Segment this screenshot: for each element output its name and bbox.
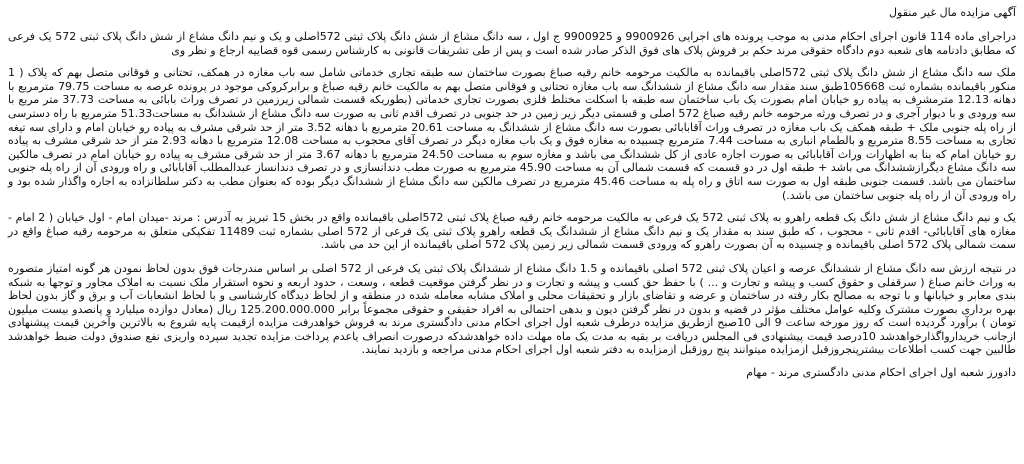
- notice-paragraph-property-2: یک و نیم دانگ مشاع از شش دانگ یک قطعه راهرو به پلاک ثبتی 572 یک فرعی به مالکیت مرحومه خانم رقیه صباغ پلاک ثبتی 572اصلی باقیمانده واقع در بخش 15 تبریز به آدرس : مرند -میدان امام - اول خیابان ( 2 امام - مغازه های آقابابائی- اقدم ثانی - محجوب ، که طبق سند به مقدار یک و نیم دانگ مشاع از ششدانگ یک قطعه راهرو پلاک ثبتی یک فرعی از 572 اصلی بشماره ثبت 11489 تفکیکی متعلق به مرحومه رقیه صباغ واقع در سمت شمالی پلاک 572 اصلی باقیمانده و چسبیده به آن بصورت راهرو که ورودی قسمت شمالی زیر زمین پلاک 572 اصلی باقیمانده از این حد می باشد.: [8, 211, 1016, 252]
- notice-paragraph-intro: دراجرای ماده 114 قانون اجرای احکام مدنی به موجب پرونده های اجرایی 9900926 و 9900925 ج اول ، سه دانگ مشاع از شش دانگ پلاک ثبتی 572اصلی و یک و نیم دانگ مشاع از شش دانگ پلاک ثبتی 572 یک فرعی که مطابق دادنامه های شعبه دوم دادگاه حقوقی مرند حکم بر فروش پلاک های فوق الذکر صادر شده است و پس از طی تشریفات قانونی به کارشناس رسمی قوه قضاییه ارجاع و نظر وی: [8, 30, 1016, 57]
- notice-signature: دادورز شعبه اول اجرای احکام مدنی دادگستری مرند - مهام: [746, 366, 1016, 380]
- notice-paragraph-valuation: در نتیجه ارزش سه دانگ مشاع از ششدانگ عرصه و اعیان پلاک ثبتی 572 اصلی باقیمانده و 1.5 دانگ مشاع از ششدانگ پلاک ثبتی یک فرعی از 572 اصلی بر اساس مندرجات فوق بدون لحاظ نمودن هر گونه امتیاز متصوره به وراث خانم صباغ ( سرقفلی و حقوق کسب و پیشه و تجارت و ... ) با حفظ حق کسب و پیشه و تجارت و در نظر گرفتن موقعیت قطعه ، وسعت ، حدود اربعه و نحوه استقرار ملک نسبت به املاک مجاور و توجها به شبکه بندی معابر و خیابانها و با توجه به مصالح بکار رفته در ساختمان و عرضه و تقاضای بازار و تحقیقات محلی و املاک مشابه معامله شده در منطقه و از لحاظ دیدگاه کارشناسی و با لحاظ انشعابات آب و برق و گاز بدون لحاظ بهره برداری بصورت مشترک وکلیه عوامل مختلف مؤثر در قضیه و بدون در نظر گرفتن دیون و بدهی احتمالی به افراد حقیقی و حقوقی مجموعاً برابر 125.200.000.000 ریال (معادل دوازده میلیارد و پانصدو بیست میلیون تومان ) برآورد گردیده است که روز مورخه ساعت 9 الی 10صبح ازطریق مزایده درطرف شعبه اول اجرای احکام مدنی دادگستری مرند به فروش خواهدرفت مزایده ازقیمت پایه شروع به بالاترین وآخرین قیمت پیشنهادی ازجانب خریدارواگذارخواهدشد 10درصد قیمت پیشنهادی فی المجلس دریافت بر بقیه به مدت یک ماه مهلت داده خواهدشدکه درصورت انصراف یاعدم پرداخت مزایده تجدید سپرده واریزی نفع صندوق دولت ضبط خواهدشد طالبین جهت کسب اطلاعات بیشترپنجروزقبل ازمزایده میتوانند پنج روزقبل ازمزایده به دفتر شعبه اول اجرای احکام مدنی مراجعه و بازدید نمایند.: [8, 261, 1017, 357]
- notice-paragraph-property-1: ملک سه دانگ مشاع از شش دانگ پلاک ثبتی 572اصلی باقیمانده به مالکیت مرحومه خانم رقیه صباغ بصورت ساختمان سه طبقه تجاری خدماتی شامل سه باب مغازه در همکف، تحتانی و فوقانی متصل بهم که پلاک ( 1 منکور باقیمانده بشماره ثبت 105668طبق سند مقدار سه دانگ مشاع از ششدانگ سه باب مغازه تحتانی و فوقانی متصل بهم به مالکیت خانم رقیه صباغ و برابرکروکی موجود در پرونده عرصه به مساحت 79.75 مترمربع با دهانه 12.13 مترمشرف به پیاده رو خیابان امام بصورت یک باب ساختمان سه طبقه با اسکلت مختلط فلزی بصورت تجاری خدماتی (بطوریکه قسمت شمالی زیرزمین در تصرف وراث بابائی به مساحت 37.73 متر مربع با سه ورودی و با دیوار آجری و در تصرف ورثه مرحومه خانم رقیه صباغ 572 اصلی و قسمتی دیگر زیر زمین در حد جنوبی در تصرف اقدم ثانی به صورت سه دانگ مشاع از ششدانگ به مساحت51.33 مترمربع با راه دسترسی از راه پله جنوبی ملک + طبقه همکف یک باب مغازه در تصرف وراث آقابابائی بصورت سه دانگ مشاع از ششدانگ به مساحت 20.61 مترمربع با دهانه 3.52 متر از حد شرقی مشرف به پیاده رو خیابان امام و دارای سه تیغه تجاری به مساحت 8.55 مترمربع و بالطمام انباری به مساحت 7.44 مترمربع چسبیده به مغازه فوق و یک باب مغازه دیگر در تصرف آقای محجوب به مساحت 12.08 مترمربع با دهانه 2.93 متر از حد شرقی مشرف به پیاده رو خیابان امام که بنا به اظهارات وراث آقابابائی به صورت اجاره عادی از کل ششدانگ می باشد و مغازه سوم به مساحت 24.50 مترمربع با دهانه 3.67 متر از حد شرقی مشرف به پیاده رو خیابان امام در تصرف مالکین سه دانگ مشاع دیگرازششدانگ می باشد + طبقه اول در دو قسمت که قسمت شمالی آن به مساحت 45.90 مترمربع به صورت مطب دندانسازی و در تصرف دندانساز عبدالمطلب آقابابائی و راه ورودی آن از راه پله جنوبی ساختمان می باشد. قسمت جنوبی طبقه اول به صورت سه اتاق و راه پله به مساحت 45.46 مترمربع در تصرف مالکین سه دانگ مشاع از ششدانگ دیگر بوده که بعنوان مطب به دکتر سلطانزاده به اجاره واگذار شده بود و راه ورودی آن از راه پله جنوبی ساختمان می باشد.): [8, 66, 1017, 202]
- notice-title: آگهی مزایده مال غیر منقول: [889, 6, 1016, 19]
